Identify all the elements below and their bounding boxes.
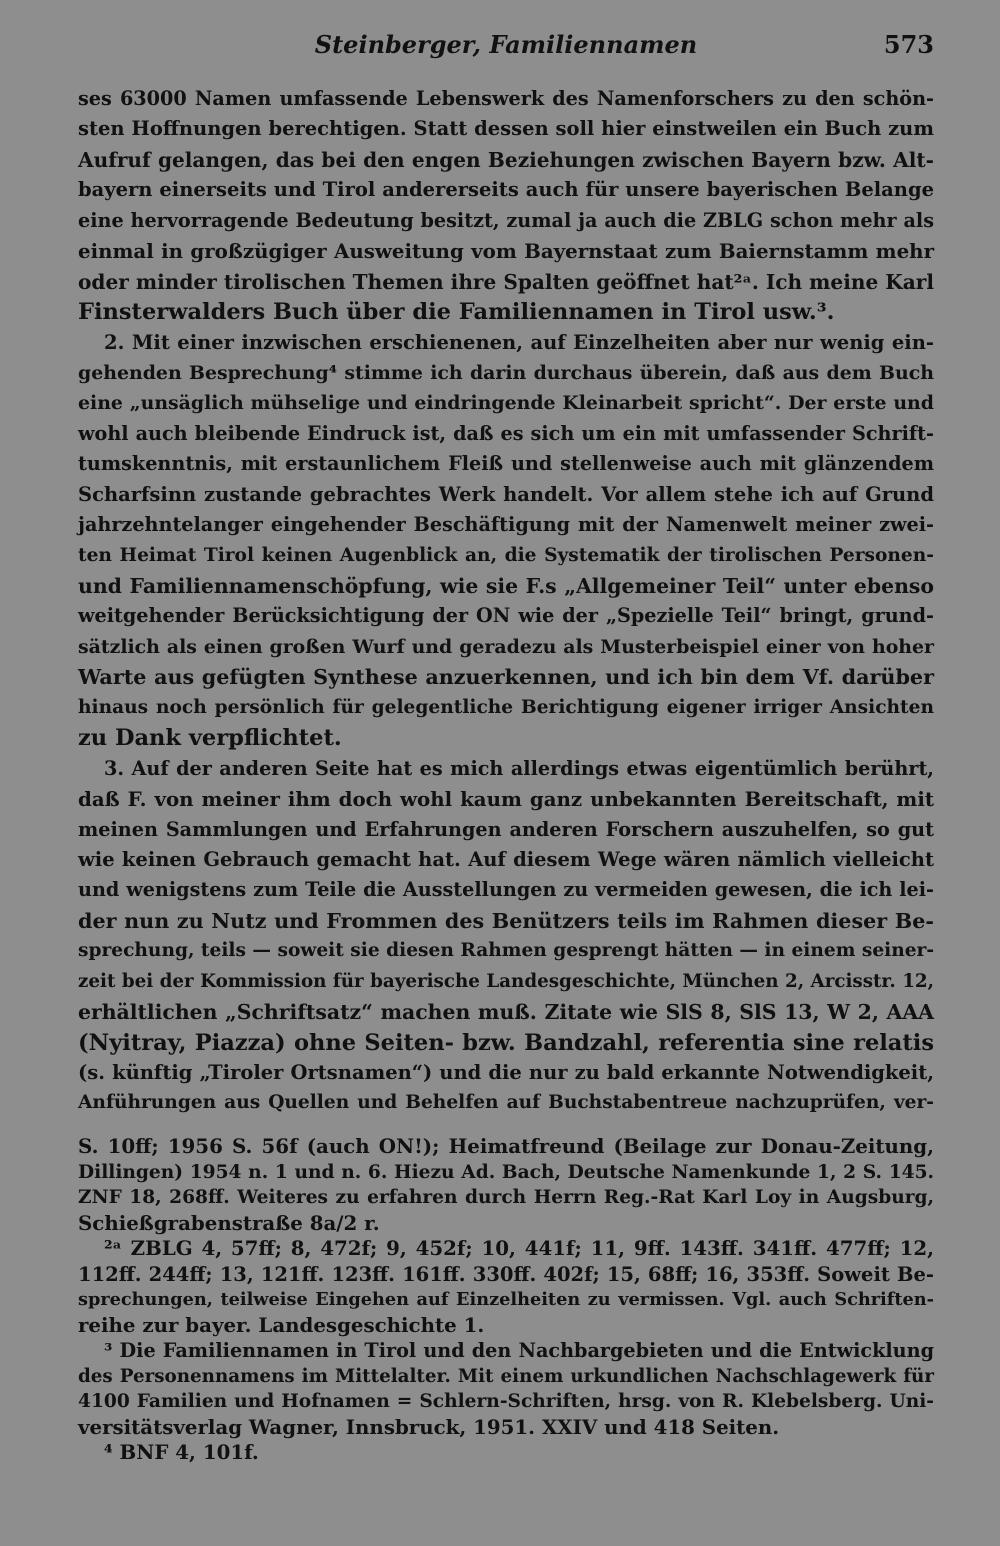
- footnote-line: ⁴ BNF 4, 101f.: [104, 1440, 259, 1464]
- footnote-line: ²ᵃ ZBLG 4, 57ff; 8, 472f; 9, 452f; 10, 441f; 11, 9ff. 143ff. 341ff. 477ff; 12,: [104, 1236, 934, 1260]
- text-line: bayern einerseits und Tirol andererseits auch für unsere bayerischen Belange: [78, 178, 934, 202]
- footnote-line: 4100 Familien und Hofnamen = Schlern-Schriften, hrsg. von R. Klebelsberg. Uni-: [78, 1391, 934, 1412]
- text-line: zu Dank verpflichtet.: [78, 725, 342, 752]
- text-line: Anführungen aus Quellen und Behelfen auf Buchstabentreue nachzuprüfen, ver-: [78, 1092, 934, 1114]
- footnote-line: ³ Die Familiennamen in Tirol und den Nachbargebieten und die Entwicklung: [104, 1339, 934, 1362]
- text-line: (Nyitray, Piazza) ohne Seiten- bzw. Bandzahl, referentia sine relatis: [78, 1029, 934, 1056]
- footnotes: [78, 1134, 934, 1466]
- text-line: hinaus noch persönlich für gelegentliche Berichtigung eigener irriger Ansichten: [78, 696, 934, 718]
- text-line: Aufruf gelangen, das bei den engen Beziehungen zwischen Bayern bzw. Alt-: [78, 147, 934, 172]
- text-line: ten Heimat Tirol keinen Augenblick an, die Systematik der tirolischen Personen-: [78, 544, 934, 566]
- footnote-line: reihe zur bayer. Landesgeschichte 1.: [78, 1312, 485, 1337]
- running-head: [78, 28, 934, 64]
- text-line: ses 63000 Namen umfassende Lebenswerk des Namenforschers zu den schön-: [78, 87, 934, 110]
- text-line: 3. Auf der anderen Seite hat es mich allerdings etwas eigentümlich berührt,: [104, 756, 934, 780]
- text-line: meinen Sammlungen und Erfahrungen anderen Forschern auszuhelfen, so gut: [78, 817, 934, 841]
- footnote-line: S. 10ff; 1956 S. 56f (auch ON!); Heimatfreund (Beilage zur Donau-Zeitung,: [78, 1134, 934, 1158]
- running-title: Steinberger, Familiennamen: [314, 30, 698, 59]
- text-line: Finsterwalders Buch über die Familiennamen in Tirol usw.³.: [78, 299, 835, 326]
- footnote-line: versitätsverlag Wagner, Innsbruck, 1951. XXIV und 418 Seiten.: [78, 1414, 780, 1439]
- text-line: zeit bei der Kommission für bayerische Landesgeschichte, München 2, Arcisstr. 12,: [78, 970, 934, 992]
- text-line: jahrzehntelanger eingehender Beschäftigung mit der Namenwelt meiner zwei-: [78, 513, 934, 537]
- text-line: der nun zu Nutz und Frommen des Benützers teils im Rahmen dieser Be-: [78, 908, 934, 933]
- text-line: (s. künftig „Tiroler Ortsnamen“) und die nur zu bald erkannte Notwendigkeit,: [78, 1061, 934, 1084]
- footnote-line: des Personennamens im Mittelalter. Mit einem urkundlichen Nachschlagewerk für: [78, 1365, 934, 1387]
- text-line: und wenigstens zum Teile die Ausstellungen zu vermeiden gewesen, die ich lei-: [78, 878, 934, 902]
- footnote-line: Schießgrabenstraße 8a/2 r.: [78, 1210, 380, 1235]
- text-line: eine „unsäglich mühselige und eindringende Kleinarbeit spricht“. Der erste und: [78, 392, 934, 415]
- text-line: sprechung, teils — soweit sie diesen Rahmen gesprengt hätten — in einem seiner-: [78, 940, 935, 962]
- text-line: 2. Mit einer inzwischen erschienenen, auf Einzelheiten aber nur wenig ein-: [104, 330, 934, 354]
- text-line: sätzlich als einen großen Wurf und geradezu als Musterbeispiel einer von hoher: [78, 635, 934, 658]
- text-line: erhältlichen „Schriftsatz“ machen muß. Zitate wie SlS 8, SlS 13, W 2, AAA: [78, 1000, 934, 1025]
- text-line: sten Hoffnungen berechtigen. Statt dessen soll hier einstweilen ein Buch zum: [78, 117, 934, 141]
- text-line: weitgehender Berücksichtigung der ON wie der „Spezielle Teil“ bringt, grund-: [78, 604, 934, 628]
- text-line: eine hervorragende Bedeutung besitzt, zumal ja auch die ZBLG schon mehr als: [78, 208, 934, 232]
- text-line: wie keinen Gebrauch gemacht hat. Auf diesem Wege wären nämlich vielleicht: [78, 847, 934, 871]
- text-line: oder minder tirolischen Themen ihre Spalten geöffnet hat²ᵃ. Ich meine Karl: [78, 269, 934, 294]
- text-line: wohl auch bleibende Eindruck ist, daß es sich um ein mit umfassender Schrift-: [78, 421, 934, 445]
- text-line: einmal in großzügiger Ausweitung vom Bayernstaat zum Baiernstamm mehr: [78, 239, 934, 264]
- text-line: tumskenntnis, mit erstaunlichem Fleiß und stellenweise auch mit glänzendem: [78, 452, 934, 476]
- footnote-line: Dillingen) 1954 n. 1 und n. 6. Hiezu Ad. Bach, Deutsche Namenkunde 1, 2 S. 145.: [78, 1161, 934, 1183]
- page-number: 573: [883, 30, 934, 59]
- text-line: und Familiennamenschöpfung, wie sie F.s „Allgemeiner Teil“ unter ebenso: [78, 574, 934, 598]
- body-text: [78, 84, 934, 1119]
- text-line: Warte aus gefügten Synthese anzuerkennen, und ich bin dem Vf. darüber: [78, 665, 934, 690]
- footnote-line: 112ff. 244ff; 13, 121ff. 123ff. 161ff. 330ff. 402f; 15, 68ff; 16, 353ff. Soweit Be-: [78, 1262, 934, 1286]
- text-line: gehenden Besprechung⁴ stimme ich darin durchaus überein, daß aus dem Buch: [78, 361, 934, 384]
- footnote-line: ZNF 18, 268ff. Weiteres zu erfahren durch Herrn Reg.-Rat Karl Loy in Augsburg,: [78, 1187, 934, 1208]
- text-line: daß F. von meiner ihm doch wohl kaum ganz unbekannten Bereitschaft, mit: [78, 787, 934, 812]
- footnote-line: sprechungen, teilweise Eingehen auf Einzelheiten zu vermissen. Vgl. auch Schriften-: [78, 1289, 934, 1310]
- text-line: Scharfsinn zustande gebrachtes Werk handelt. Vor allem stehe ich auf Grund: [78, 482, 934, 506]
